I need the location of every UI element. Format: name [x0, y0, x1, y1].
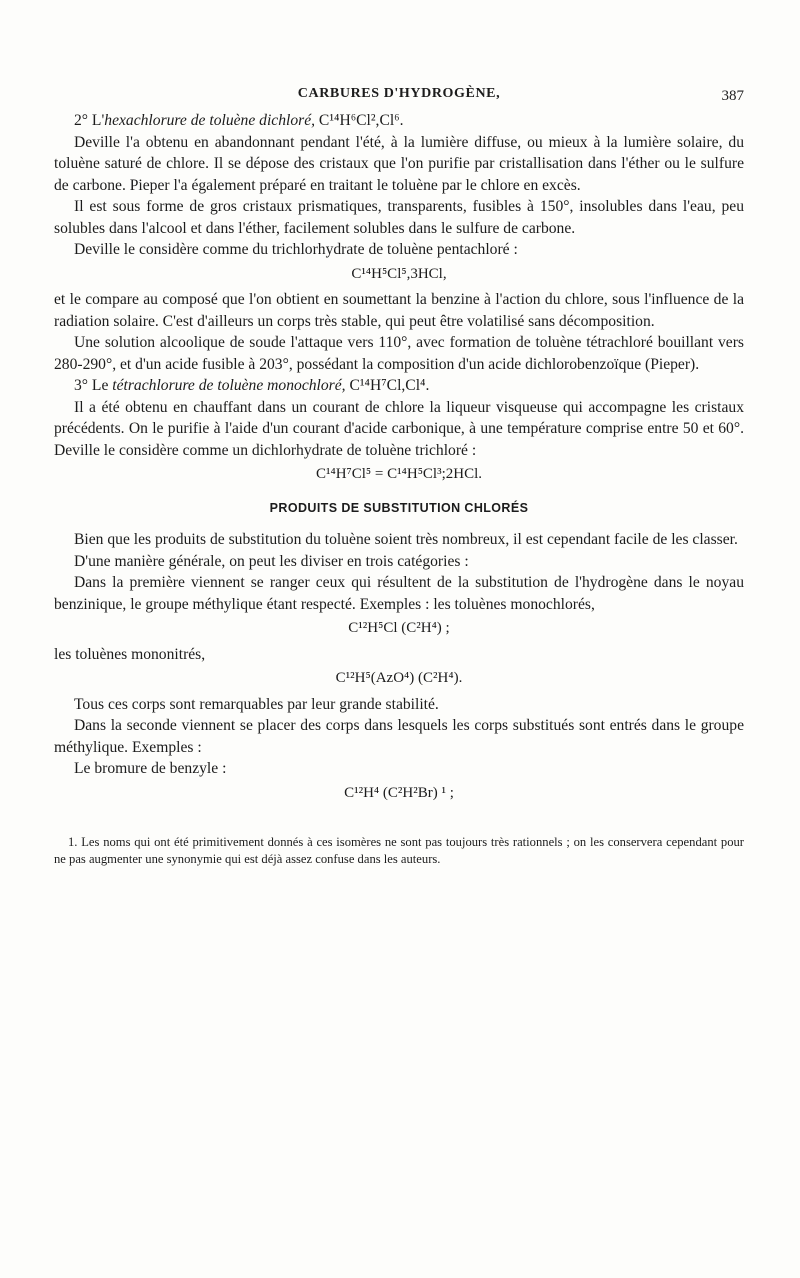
formula: C¹⁴H⁷Cl⁵ = C¹⁴H⁵Cl³;2HCl. [315, 466, 483, 482]
paragraph-text: Deville l'a obtenu en abandonnant pendant l'été, à la lumière diffuse, ou mieux à la lumière solaire, du toluène saturé de chlore. Il se dépose des cristaux que l'on purifie par cristallisation dans l'éther ou le sulfure de carbone. Pieper l'a également préparé en traitant le toluène par le chlore en excès. [54, 133, 744, 194]
paragraph-text: Le bromure de benzyle : [74, 760, 227, 777]
paragraph-text: Tous ces corps sont remarquables par leur grande stabilité. [74, 695, 439, 713]
formula: C¹²H⁴ (C²H²Br) ¹ ; [344, 784, 454, 801]
running-head: CARBURES D'HYDROGÈNE, [297, 86, 501, 101]
footnote [54, 834, 744, 867]
page-header [54, 86, 744, 108]
compound-formula: C¹⁴H⁶Cl²,Cl⁶. [315, 112, 404, 129]
formula: C¹⁴H⁵Cl⁵,3HCl, [351, 265, 447, 282]
formula: C¹²H⁵Cl (C²H⁴) ; [348, 620, 450, 636]
paragraph-text: Il a été obtenu en chauffant dans un courant de chlore la liqueur visqueuse qui accompagne les cristaux précédents. On le purifie à l'aide d'un courant d'acide carbonique, à une température comprise entre 50 et 60°. Deville le considère comme un dichlorhydrate de toluène trichloré : [54, 398, 744, 459]
paragraph-tetrachlorure [54, 375, 744, 397]
paragraph-text: Il est sous forme de gros cristaux prismatiques, transparents, fusibles à 150°, insolubles dans l'eau, peu solubles dans l'alcool et dans l'éther, facilement solubles dans le sulfure de carbone. [54, 198, 744, 237]
page-number: 387 [721, 88, 744, 104]
paragraph-text: D'une manière générale, on peut les diviser en trois catégories : [74, 552, 469, 570]
item-number: 3° Le [74, 377, 113, 394]
page-body [54, 110, 744, 867]
paragraph-text: les toluènes mononitrés, [54, 645, 206, 663]
paragraph-text: Une solution alcoolique de soude l'attaque vers 110°, avec formation de toluène tétrachloré bouillant vers 280-290°, et d'un acide fusible à 203°, possédant la composition d'un acide dichlorobenzoïque (Pieper). [54, 334, 744, 373]
formula: C¹²H⁵(AzO⁴) (C²H⁴). [335, 670, 463, 686]
compound-name: tétrachlorure de toluène monochloré, [112, 377, 346, 394]
paragraph-text: Bien que les produits de substitution du toluène soient très nombreux, il est cependant facile de les classer. [74, 531, 738, 548]
paragraph-text: Dans la première viennent se ranger ceux qui résultent de la substitution de l'hydrogène dans le noyau benzinique, le groupe méthylique étant respecté. Exemples : les toluènes monochlorés, [54, 574, 744, 613]
paragraph-text: Dans la seconde viennent se placer des corps dans lesquels les corps substitués sont entrés dans le groupe méthylique. Exemples : [54, 717, 744, 756]
item-number: 2° L' [74, 112, 105, 129]
compound-name: hexachlorure de toluène dichloré, [104, 112, 316, 129]
section-heading: PRODUITS DE SUBSTITUTION CHLORÉS [269, 500, 529, 515]
footnote-text: 1. Les noms qui ont été primitivement donnés à ces isomères ne sont pas toujours très rationnels ; on les conservera cependant pour ne pas augmenter une synonymie qui est déjà assez confuse dans les auteurs. [54, 835, 744, 866]
paragraph-hexachlorure [54, 110, 744, 132]
paragraph-text: et le compare au composé que l'on obtient en soumettant la benzine à l'action du chlore, sous l'influence de la radiation solaire. C'est d'ailleurs un corps très stable, qui peut être volatilisé sans décomposition. [54, 291, 744, 330]
paragraph-text: Deville le considère comme du trichlorhydrate de toluène pentachloré : [74, 241, 518, 258]
compound-formula: C¹⁴H⁷Cl,Cl⁴. [345, 377, 430, 394]
